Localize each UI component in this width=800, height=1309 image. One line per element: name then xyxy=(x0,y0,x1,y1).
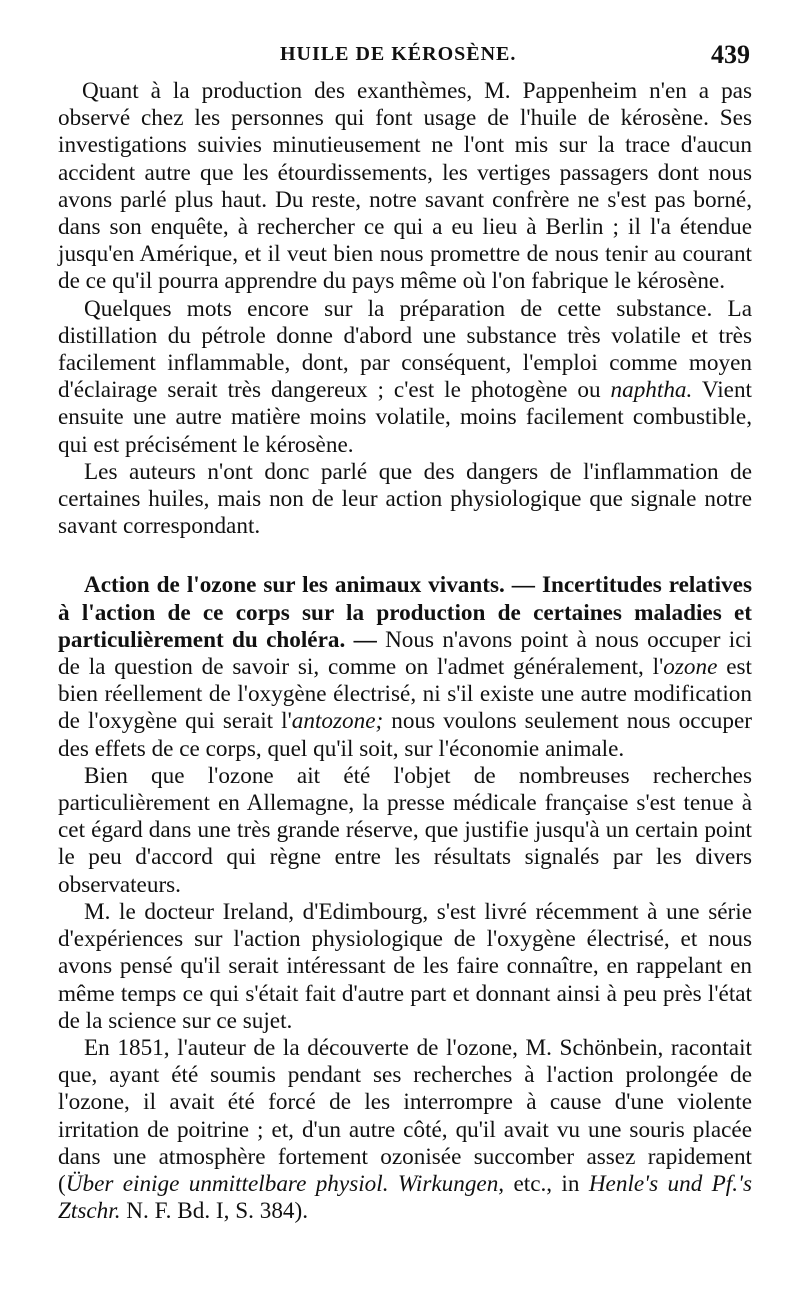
italic-term: naphtha. xyxy=(610,377,693,404)
section-heading: Action de l'ozone sur les animaux vivants. — Incertitudes relatives à l'action de ce corps sur la production de certaines maladies et particulièrement du choléra. — xyxy=(58,572,752,653)
paragraph-text: etc., in xyxy=(504,1170,589,1197)
italic-term: ozone xyxy=(663,654,718,681)
paragraph-preparation xyxy=(58,296,752,459)
paragraph-ireland: M. le docteur Ireland, d'Edimbourg, s'est livré récemment à une série d'expériences sur l'action physiologique de l'oxygène électrisé, et nous avons pensé qu'il serait intéressant de les faire connaître, en rappelant en même temps ce qui s'était fait d'autre part et donnant ainsi à peu près l'état de la science sur ce sujet. xyxy=(58,898,752,1034)
paragraph-text: En 1851, l'auteur de la découverte de l'ozone, M. Schönbein, racontait que, ayant été soumis pendant ses recherches à l'action prolongée de l'ozone, il avait été forcé de les interrompre à cause d'une violente irritation de poitrine ; et, d'un autre côté, qu'il avait vu une souris placée dans une atmosphère fortement ozonisée succomber assez rapidement ( xyxy=(58,1034,752,1197)
paragraph-ozone-heading xyxy=(58,572,752,762)
citation-title: Über einige unmittelbare physiol. Wirkungen, xyxy=(65,1170,505,1197)
paragraph-text: Quelques mots encore sur la préparation de cette substance. La distillation du pétrole donne d'abord une substance très volatile et très facilement inflammable, dont, par conséquent, l'emploi comme moyen d'éclairage serait très dangereux ; c'est le photogène ou xyxy=(58,295,752,404)
paragraph-text: Nous n'avons point à nous occuper ici de la question de savoir si, comme on l'admet généralement, l' xyxy=(58,626,752,681)
paragraph-text: N. F. Bd. I, S. 384). xyxy=(120,1198,309,1225)
page-header xyxy=(0,40,800,74)
page-number: 439 xyxy=(711,40,750,69)
paragraph-recherches: Bien que l'ozone ait été l'objet de nombreuses recherches particulièrement en Allemagne, la presse médicale française s'est tenue à cet égard dans une très grande réserve, que justifie jusqu'à un certain point le peu d'accord qui règne entre les résultats signalés par les divers observateurs. xyxy=(58,762,752,898)
italic-term: antozone; xyxy=(291,708,384,735)
citation-journal: Henle's und Pf.'s Ztschr. xyxy=(58,1170,753,1225)
paragraph-auteurs: Les auteurs n'ont donc parlé que des dangers de l'inflammation de certaines huiles, mais non de leur action physiologique que signale notre savant correspondant. xyxy=(58,458,752,540)
paragraph-text: Vient ensuite une autre matière moins volatile, moins facilement combustible, qui est précisément le kérosène. xyxy=(58,377,752,458)
paragraph-schonbein xyxy=(58,1035,752,1225)
paragraph-exanthemes: Quant à la production des exanthèmes, M. Pappenheim n'en a pas observé chez les personnes qui font usage de l'huile de kérosène. Ses investigations suivies minutieusement ne l'ont mis sur la trace d'aucun accident autre que les étourdissements, les vertiges passagers dont nous avons parlé plus haut. Du reste, notre savant confrère ne s'est pas borné, dans son enquête, à rechercher ce qui a eu lieu à Berlin ; il l'a étendue jusqu'en Amérique, et il veut bien nous promettre de nous tenir au courant de ce qu'il pourra apprendre du pays même où l'on fabrique le kérosène. xyxy=(58,78,752,295)
running-title: HUILE DE KÉROSÈNE. xyxy=(280,43,517,65)
paragraph-text: nous voulons seulement nous occuper des effets de ce corps, quel qu'il soit, sur l'économie animale. xyxy=(58,708,752,762)
paragraph-text: est bien réellement de l'oxygène électrisé, ni s'il existe une autre modification de l'oxygène qui serait l' xyxy=(58,654,752,735)
text-body xyxy=(58,78,752,1225)
